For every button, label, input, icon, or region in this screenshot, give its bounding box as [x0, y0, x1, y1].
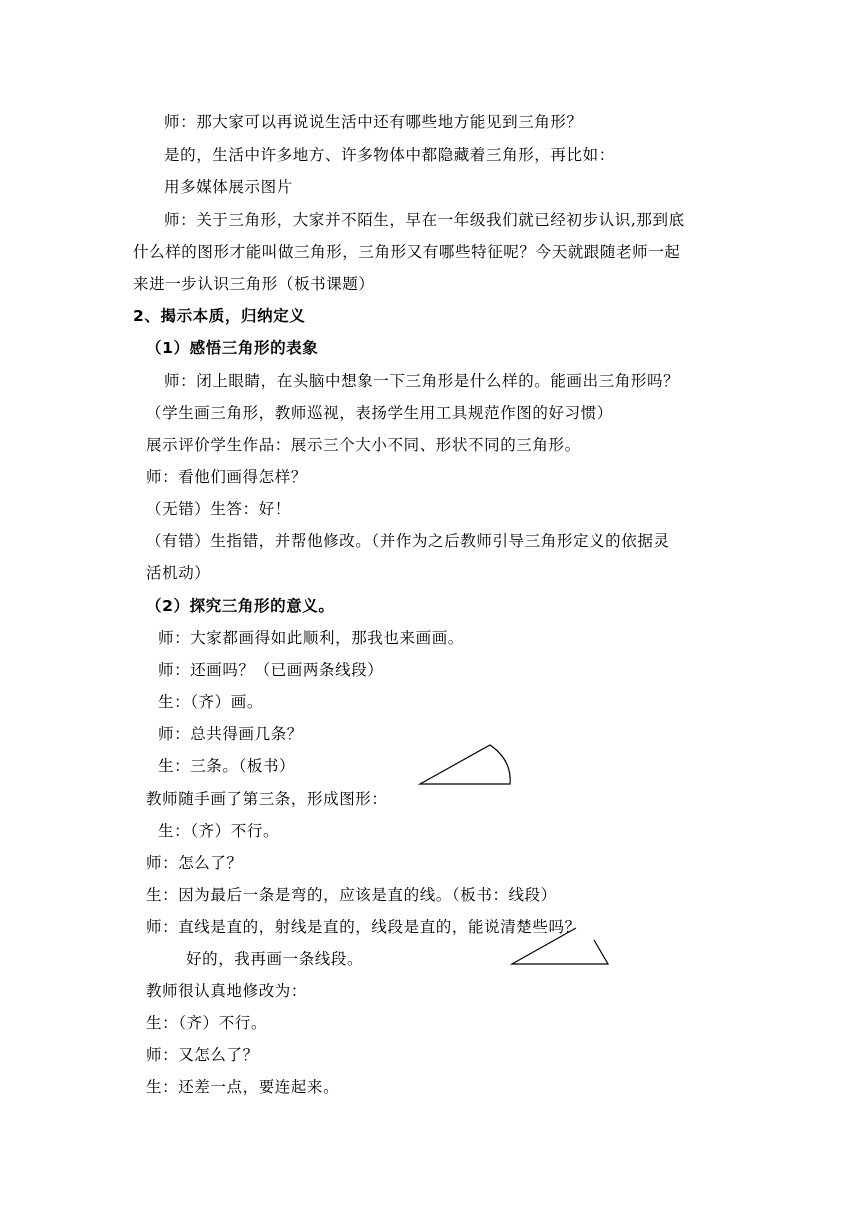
text-line: 生：（齐）不行。	[158, 822, 280, 840]
text-line: 教师很认真地修改为：	[146, 982, 308, 1000]
open-triangle-figure	[508, 924, 618, 972]
text-line: 展示评价学生作品：展示三个大小不同、形状不同的三角形。	[146, 436, 581, 454]
text-line: 师：怎么了？	[146, 854, 243, 872]
text-line: 什么样的图形才能叫做三角形，三角形又有哪些特征呢？今天就跟随老师一起	[133, 243, 681, 261]
text-line: 来进一步认识三角形（板书课题）	[133, 275, 375, 293]
text-line: 好的，我再画一条线段。	[186, 950, 364, 968]
section-heading: 2、揭示本质，归纳定义	[133, 307, 306, 325]
text-line: 教师随手画了第三条，形成图形：	[146, 790, 388, 808]
text-line: 师：总共得画几条？	[158, 725, 303, 743]
text-line: 师：大家都画得如此顺利，那我也来画画。	[158, 629, 464, 647]
text-line: 师：又怎么了？	[146, 1046, 259, 1064]
text-line: 师：还画吗？（已画两条线段）	[158, 661, 384, 679]
text-line: 生：还差一点，要连起来。	[146, 1078, 340, 1096]
text-line: 生：（齐）画。	[158, 693, 263, 711]
subsection-heading: （1）感悟三角形的表象	[146, 339, 319, 357]
text-line: 生：因为最后一条是弯的，应该是直的线。（板书：线段）	[146, 886, 557, 904]
text-line: 师：关于三角形，大家并不陌生，早在一年级我们就已经初步认识,那到底	[164, 211, 685, 229]
text-line: 是的，生活中许多地方、许多物体中都隐藏着三角形，再比如：	[164, 146, 615, 164]
text-line: 师：闭上眼睛，在头脑中想象一下三角形是什么样的。能画出三角形吗？	[164, 372, 680, 390]
curved-side-shape	[420, 745, 510, 784]
open-triangle-shape	[512, 928, 608, 964]
text-line: （学生画三角形，教师巡视，表扬学生用工具规范作图的好习惯）	[146, 404, 613, 422]
text-line: 师：直线是直的，射线是直的，线段是直的，能说清楚些吗？	[146, 918, 581, 936]
text-line: 生：三条。（板书）	[158, 757, 296, 775]
text-line: （无错）生答：好！	[146, 500, 291, 518]
text-line: 活机动）	[146, 564, 211, 582]
text-line: 生：（齐）不行。	[146, 1014, 268, 1032]
text-line: 师：看他们画得怎样？	[146, 468, 308, 486]
subsection-heading: （2）探究三角形的意义。	[146, 597, 335, 615]
text-line: 师：那大家可以再说说生活中还有哪些地方能见到三角形？	[164, 113, 583, 131]
text-line: 用多媒体展示图片	[164, 178, 293, 196]
curved-side-figure	[416, 740, 526, 790]
text-line: （有错）生指错，并帮他修改。（并作为之后教师引导三角形定义的依据灵	[146, 532, 670, 550]
